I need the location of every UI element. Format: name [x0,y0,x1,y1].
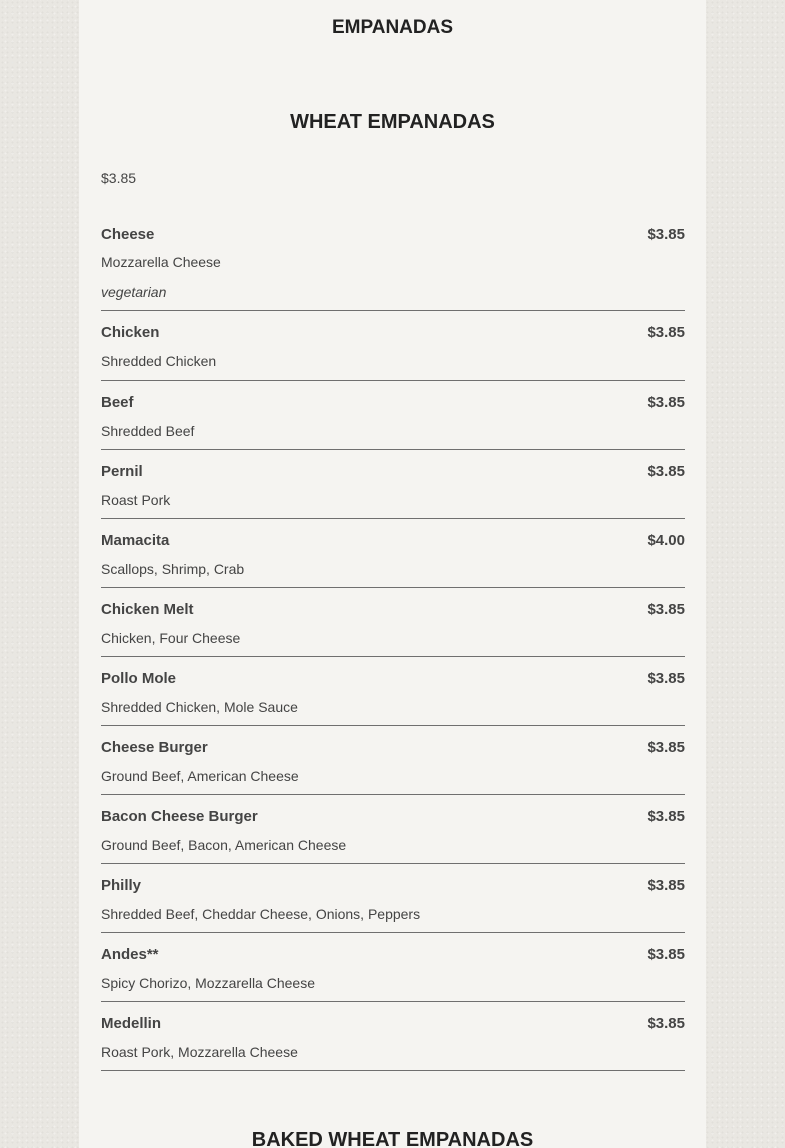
menu-item-name: Mamacita [101,532,170,549]
menu-item-description: Shredded Beef [101,423,195,439]
menu-item [101,216,685,311]
menu-item-list [101,216,685,1071]
menu-item [101,657,685,726]
menu-item [101,1002,685,1071]
menu-item [101,311,685,381]
menu-item-price: $3.85 [647,946,685,963]
menu-item-name: Andes** [101,946,159,963]
menu-item [101,726,685,795]
menu-item-name: Beef [101,394,134,411]
menu-item-price: $3.85 [647,670,685,687]
dietary-tag: vegetarian [101,284,167,300]
menu-item [101,933,685,1002]
menu-panel [79,0,706,1148]
menu-item-name: Chicken [101,324,160,341]
menu-item-description: Roast Pork, Mozzarella Cheese [101,1044,298,1060]
menu-item-name: Bacon Cheese Burger [101,808,258,825]
menu-item-description: Ground Beef, Bacon, American Cheese [101,837,347,853]
menu-item-description: Scallops, Shrimp, Crab [101,561,245,577]
menu-item-name: Philly [101,877,142,894]
menu-item-price: $3.85 [647,394,685,411]
menu-item [101,864,685,933]
menu-item [101,450,685,519]
menu-item-price: $3.85 [647,324,685,341]
menu-item-description: Spicy Chorizo, Mozzarella Cheese [101,975,315,991]
menu-item-price: $3.85 [647,808,685,825]
menu-item-name: Cheese Burger [101,739,208,756]
section-title-baked-wheat-empanadas: BAKED WHEAT EMPANADAS [251,1129,534,1148]
menu-item [101,519,685,588]
menu-item-price: $3.85 [647,739,685,756]
menu-item-price: $3.85 [647,601,685,618]
menu-item-description: Shredded Chicken, Mole Sauce [101,699,298,715]
menu-item-name: Chicken Melt [101,601,194,618]
menu-item-price: $3.85 [647,226,685,243]
menu-item-name: Pernil [101,463,143,480]
menu-item-description: Chicken, Four Cheese [101,630,241,646]
menu-item-price: $3.85 [647,877,685,894]
menu-item-description: Shredded Chicken [101,353,217,369]
menu-item-description: Roast Pork [101,492,171,508]
menu-item-description: Mozzarella Cheese [101,254,221,270]
menu-item-name: Cheese [101,226,155,243]
menu-item-description: Shredded Beef, Cheddar Cheese, Onions, Peppers [101,906,421,922]
menu-item [101,381,685,450]
menu-item-description: Ground Beef, American Cheese [101,768,299,784]
menu-item-price: $3.85 [647,463,685,480]
menu-item-price: $4.00 [647,532,685,549]
menu-item-price: $3.85 [647,1015,685,1032]
menu-item [101,588,685,657]
section-title-wheat-empanadas: WHEAT EMPANADAS [290,111,495,133]
menu-item-name: Medellin [101,1015,162,1032]
menu-item [101,795,685,864]
menu-title: EMPANADAS [331,17,454,38]
menu-item-name: Pollo Mole [101,670,176,687]
section-price: $3.85 [101,170,137,186]
